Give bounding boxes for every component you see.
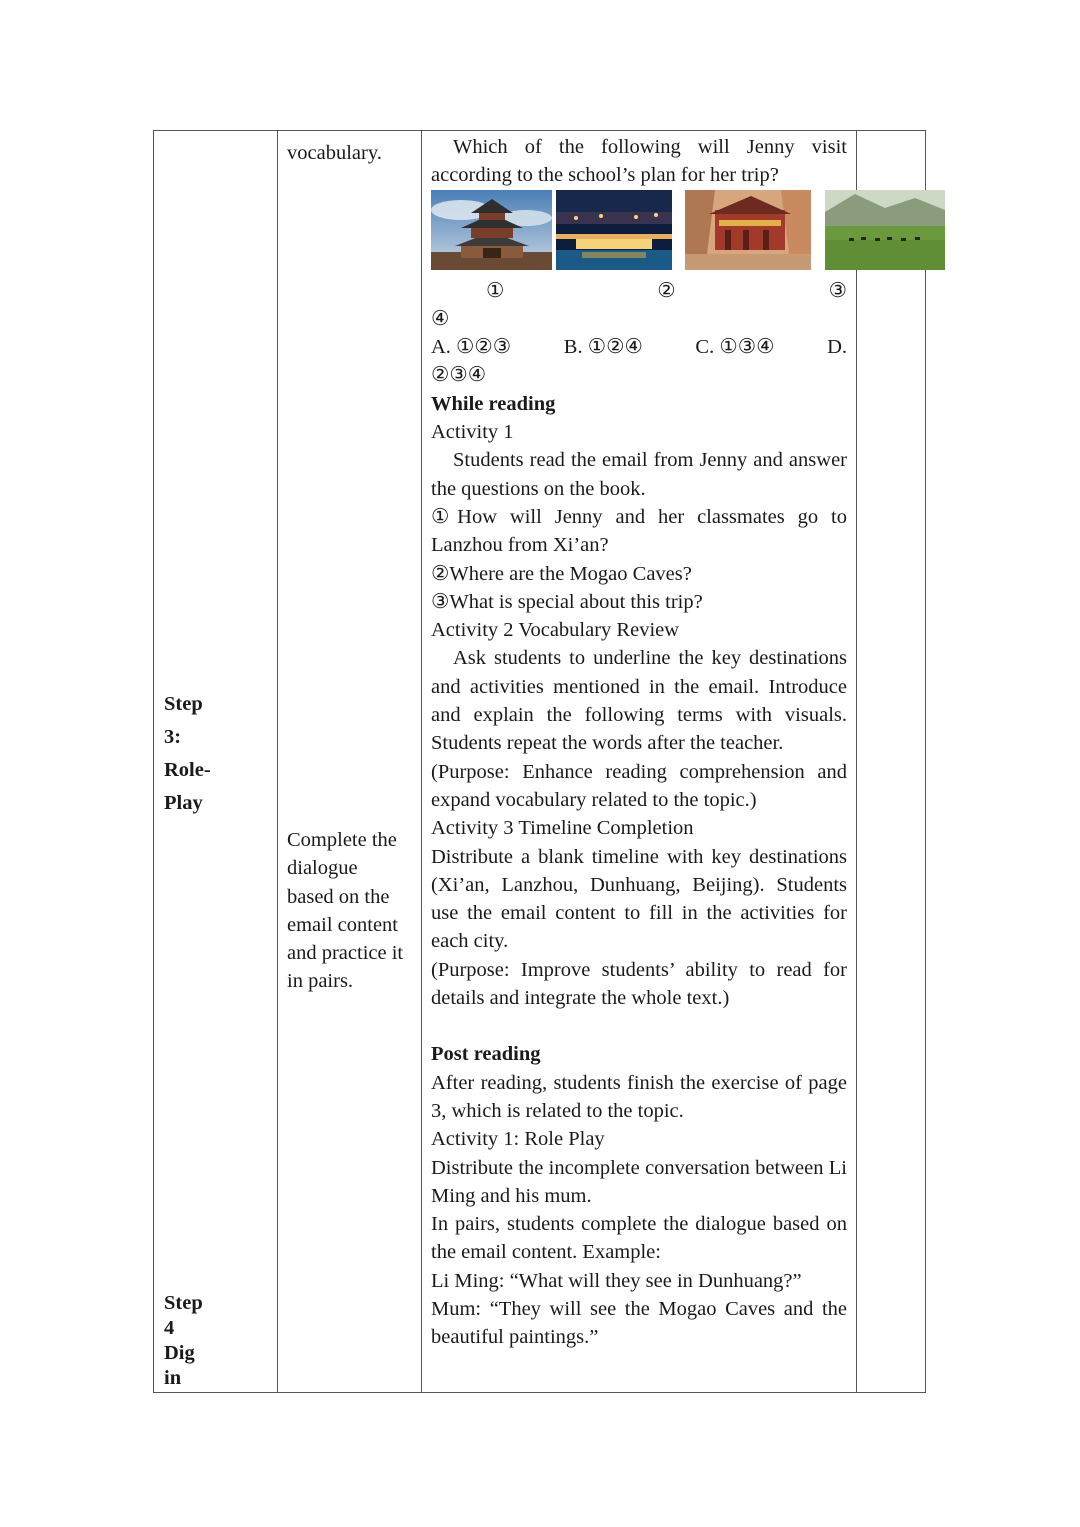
step3-label <box>164 688 211 820</box>
step3-title: Role-Play <box>164 759 211 814</box>
drum-tower-photo <box>431 190 552 270</box>
column-divider <box>421 131 422 1392</box>
question-1: ①How will Jenny and her classmates go to Lanzhou from Xi’an? <box>431 505 847 557</box>
option-c: C. ①③④ <box>695 336 775 359</box>
dialogue-task-line: based on the <box>287 885 390 908</box>
question-2: ②Where are the Mogao Caves? <box>431 562 692 585</box>
vocab-text: vocabulary. <box>287 142 382 164</box>
dialogue-task-line: Complete the <box>287 829 397 851</box>
image-label: ③ <box>828 279 847 302</box>
lesson-table <box>153 130 926 1393</box>
column-divider <box>856 131 857 1392</box>
option-a: A. ①②③ <box>431 336 512 359</box>
purpose-2: (Purpose: Improve students’ ability to read for details and integrate the whole text.) <box>431 958 847 1010</box>
post-reading-heading: Post reading <box>431 1043 541 1066</box>
step4-label <box>164 1291 203 1391</box>
image-labels <box>431 277 847 305</box>
question-text: Which of the following will Jenny visit according to the school’s plan for her trip? <box>431 136 847 187</box>
option-d-choices: ②③④ <box>431 364 487 387</box>
activity3-text: Distribute a blank timeline with key destinations (Xi’an, Lanzhou, Dunhuang, Beijing). Students use the email content to fill in the activities for each city. <box>431 845 847 953</box>
purpose-1: (Purpose: Enhance reading comprehension and expand vocabulary related to the topic.) <box>431 760 847 811</box>
dialogue-task-line: and practice it <box>287 942 404 965</box>
activity1-text: Students read the email from Jenny and answer the questions on the book. <box>431 449 847 500</box>
dialogue-task <box>287 826 417 996</box>
image-label: ④ <box>431 307 450 330</box>
temple-photo <box>685 190 811 270</box>
pairs-text: In pairs, students complete the dialogue based on the email content. Example: <box>431 1213 847 1264</box>
dialogue-mum: Mum: “They will see the Mogao Caves and the beautiful paintings.” <box>431 1297 847 1349</box>
option-b: B. ①②④ <box>563 336 643 359</box>
blank-line <box>431 1012 847 1040</box>
role-play-text: Distribute the incomplete conversation between Li Ming and his mum. <box>431 1156 847 1207</box>
dialogue-li-ming: Li Ming: “What will they see in Dunhuang?” <box>431 1269 802 1292</box>
activity2-heading: Activity 2 Vocabulary Review <box>431 619 680 642</box>
question-3: ③What is special about this trip? <box>431 590 703 613</box>
option-d-prefix: D. <box>827 336 847 359</box>
activities-column <box>431 133 847 1352</box>
step4-title: Dig in <box>164 1342 195 1389</box>
post-reading-text: After reading, students finish the exercise of page 3, which is related to the topic. <box>431 1071 847 1122</box>
step3-number: Step 3: <box>164 693 203 748</box>
image-label: ② <box>657 279 676 302</box>
dialogue-task-line: in pairs. <box>287 970 354 993</box>
activity1-heading: Activity 1 <box>431 421 514 444</box>
grassland-horses-photo <box>825 190 945 270</box>
activity3-heading: Activity 3 Timeline Completion <box>431 817 694 840</box>
activity2-text: Ask students to underline the key destinations and activities mentioned in the email. Introduce and explain the following terms with visuals. Students repeat the words after the teacher. <box>431 647 847 755</box>
night-bridge-photo <box>556 190 672 270</box>
while-reading-heading: While reading <box>431 392 556 415</box>
dialogue-task-line: email content <box>287 913 398 936</box>
image-label: ① <box>486 279 505 302</box>
step4-number: Step 4 <box>164 1292 203 1339</box>
column-divider <box>277 131 278 1392</box>
image-row <box>431 190 847 274</box>
answer-options <box>431 333 847 361</box>
role-play-heading: Activity 1: Role Play <box>431 1128 605 1151</box>
dialogue-task-line: dialogue <box>287 857 358 880</box>
